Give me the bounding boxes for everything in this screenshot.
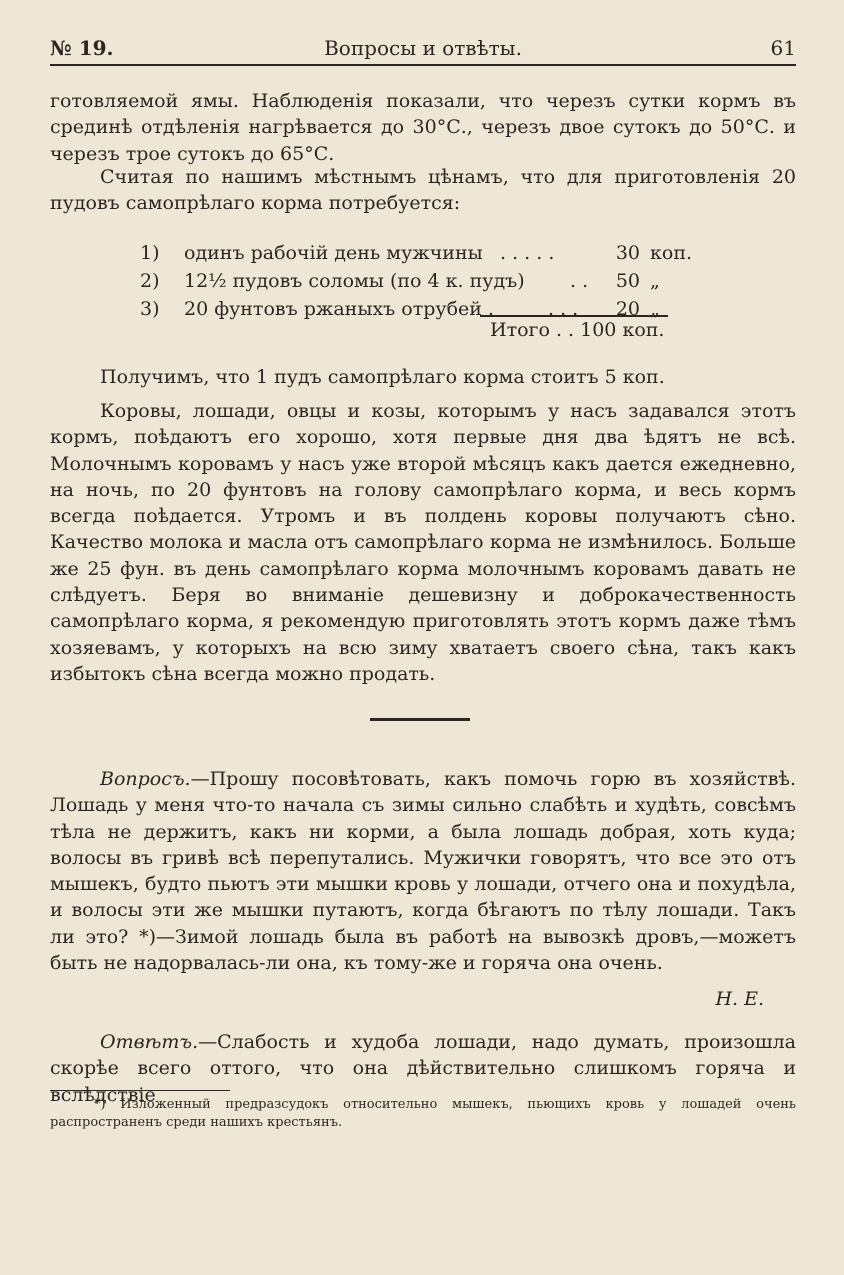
paragraph-text: Считая по нашимъ мѣстнымъ цѣнамъ, что для приготовленія 20 пудовъ самопрѣлаго корма потребуется:	[50, 166, 796, 215]
question-signature: Н. Е.	[715, 988, 764, 1010]
running-header	[50, 34, 796, 62]
paragraph-continuation	[50, 88, 796, 167]
header-rule	[50, 64, 796, 66]
item-amount: 30	[615, 242, 640, 264]
answer-lead: Отвѣтъ.	[100, 1031, 199, 1053]
item-number: 1)	[140, 242, 160, 264]
item-number: 2)	[140, 270, 160, 292]
paragraph-text: Коровы, лошади, овцы и козы, которымъ у насъ задавался этотъ кормъ, поѣдаютъ его хорошо, хотя первые дня два ѣдятъ не всѣ. Молочнымъ коровамъ у насъ уже второй мѣсяцъ какъ дается ежедневно, на ночь, по 20 фунтовъ на голову самопрѣлаго корма, и весь кормъ всегда поѣдается. Утромъ и въ полдень коровы получаютъ сѣно. Качество молока и масла отъ самопрѣлаго корма не измѣнилось. Больше же 25 фун. въ день самопрѣлаго корма молочнымъ коровамъ давать не слѣдуетъ. Беря во вниманіе дешевизну и доброкачественность самопрѣлаго корма, я рекомендую приготовлять этотъ кормъ даже тѣмъ хозяевамъ, у которыхъ на всю зиму хватаетъ своего сѣна, такъ какъ избытокъ сѣна всегда можно продать.	[50, 400, 796, 685]
item-label: 20 фунтовъ ржаныхъ отрубей .	[184, 298, 495, 320]
cost-list	[140, 239, 700, 323]
item-label: 12½ пудовъ соломы (по 4 к. пудъ)	[184, 270, 525, 292]
item-leader: . . . . .	[500, 242, 555, 264]
footnote	[50, 1096, 796, 1132]
total-unit: коп.	[622, 319, 665, 341]
item-unit: коп.	[650, 242, 693, 264]
item-amount: 20	[615, 298, 640, 320]
page-number: 61	[770, 36, 796, 60]
footnote-text: *) Изложенный предразсудокъ относительно мышекъ, пьющихъ кровь у лошадей очень распространенъ среди нашихъ крестьянъ.	[50, 1097, 796, 1130]
paragraph-cost-intro	[50, 164, 796, 217]
section-separator	[370, 718, 470, 721]
item-unit: „	[650, 270, 660, 292]
item-number: 3)	[140, 298, 160, 320]
item-leader: . .	[570, 270, 589, 292]
question-block	[50, 766, 796, 976]
total-amount: 100	[580, 319, 617, 341]
section-title: Вопросы и отвѣты.	[324, 36, 522, 60]
paragraph-text: Получимъ, что 1 пудъ самопрѣлаго корма стоитъ 5 коп.	[100, 366, 665, 388]
item-label: одинъ рабочій день мужчины	[184, 242, 483, 264]
question-body: —Прошу посовѣтовать, какъ помочь горю въ хозяйствѣ. Лошадь у меня что-то начала съ зимы сильно слабѣть и худѣть, совсѣмъ тѣла не держитъ, какъ ни корми, а была лошадь добрая, хоть куда; волосы въ гривѣ всѣ перепутались. Мужички говорятъ, что все это отъ мышекъ, будто пьютъ эти мышки кровь у лошади, отчего она и похудѣла, и волосы эти же мышки путаютъ, когда бѣгаютъ по тѣлу лошади. Такъ ли это? *)—Зимой лошадь была въ работѣ на вывозкѣ дровъ,—можетъ быть не надорвалась-ли она, къ тому-же и горяча она очень.	[50, 768, 796, 975]
total-label: Итого . .	[490, 319, 575, 341]
paragraph-result	[50, 364, 796, 390]
cost-list-item	[140, 239, 700, 267]
question-lead: Вопросъ.	[100, 768, 191, 790]
issue-number: № 19.	[50, 36, 114, 60]
cost-total	[490, 316, 710, 344]
paragraph-text: готовляемой ямы. Наблюденія показали, что черезъ сутки кормъ въ срединѣ отдѣленія нагрѣвается до 30°С., черезъ двое сутокъ до 50°С. и черезъ трое сутокъ до 65°С.	[50, 90, 796, 165]
answer-body: —Слабость и худоба лошади, надо думать, произошла скорѣе всего оттого, что она дѣйствительно слишкомъ горяча и вслѣдствіе	[50, 1031, 796, 1106]
cost-list-item	[140, 267, 700, 295]
item-unit: „	[650, 298, 660, 320]
paragraph-observations	[50, 398, 796, 687]
question-text	[50, 766, 796, 976]
item-leader: . . .	[548, 298, 579, 320]
footnote-rule	[50, 1090, 230, 1091]
item-amount: 50	[615, 270, 640, 292]
